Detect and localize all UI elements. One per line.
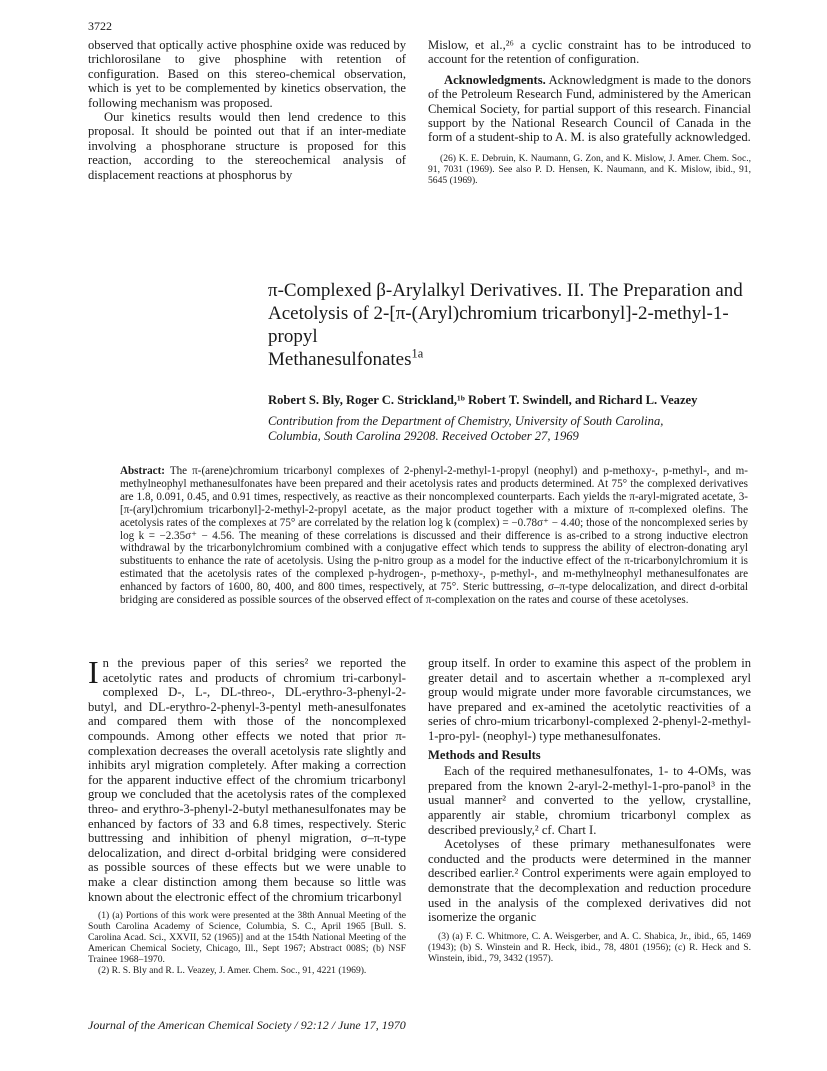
previous-article-paragraph: Our kinetics results would then lend credence to this proposal. It should be pointed out that if an inter-mediate involving a phosphorane structure is proposed for this reaction, according to the stereochemical analysis of displacement reactions at phosphorus by [88, 110, 406, 182]
footnote-1: (1) (a) Portions of this work were presented at the 38th Annual Meeting of the South Carolina Academy of Science, Columbia, S. C., April 1965 [Bull. S. Carolina Acad. Sci., XXVII, 52 (1965)] and at the 154th National Meeting of the American Chemical Society, Chicago, Ill., Sept 1967; Abstract 008S; (b) NSF Trainee 1968–1970. [88, 910, 406, 966]
methods-paragraph: Each of the required methanesulfonates, 1- to 4-OMs, was prepared from the known 2-aryl-2-methyl-1-pro-panol³ in the usual manner² and converted to the yellow, crystalline, apparently air stable, chromium tricarbonyl complex as described previously,² cf. Chart I. [428, 764, 751, 837]
drop-cap: I [88, 654, 99, 690]
previous-article-paragraph: observed that optically active phosphine oxide was reduced by trichlorosilane to give phosphine with retention of configuration. Based on this stereo-chemical observation, which is yet to be complemented by kinetics observation, the following mechanism was proposed. [88, 38, 406, 110]
footnotes-left [88, 910, 406, 976]
footnote-2: (2) R. S. Bly and R. L. Veazey, J. Amer. Chem. Soc., 91, 4221 (1969). [98, 965, 367, 977]
affiliation-line: Columbia, South Carolina 29208. Received October 27, 1969 [268, 429, 579, 443]
previous-article-right-column [428, 38, 751, 186]
title-superscript: 1a [411, 346, 424, 361]
acknowledgments-heading: Acknowledgments. [444, 72, 546, 87]
article-title [268, 279, 768, 371]
intro-text: n the previous paper of this series² we reported the acetolytic rates and products of chromium tri-carbonyl-complexed D-, L-, DL-threo-, DL-erythro-3-phenyl-2-butyl, and DL-erythro-2-phenyl-3-pentyl meth-anesulfonates and compared them with those of the noncomplexed compounds. Among other effects we noted that prior π-complexation decreases the overall acetolysis rate slightly and inhibits aryl migration completely. After making a correction for the apparent inductive effect of the chromium tricarbonyl group we concluded that the acetolysis rates of the complexed threo- and erythro-3-phenyl-2-butyl methanesulfonates may be enhanced by factors of 33 and 6.8 times, respectively. Steric buttressing and inhibition of phenyl migration, σ–π-type delocalization, and direct d-orbital bridging were considered as possible sources of these effects but we were unable to make a clear distinction among them because so little was known about the electronic effect of the chromium tricarbonyl [88, 656, 406, 904]
affiliation-line: Contribution from the Department of Chemistry, University of South Carolina, [268, 414, 664, 428]
acknowledgments [428, 73, 751, 145]
author-list: Robert S. Bly, Roger C. Strickland,¹ᵇ Robert T. Swindell, and Richard L. Veazey [268, 393, 698, 407]
abstract-text: The π-(arene)chromium tricarbonyl complexes of 2-phenyl-2-methyl-1-propyl (neophyl) and p-methoxy-, p-methyl-, and m-methylneophyl methanesulfonates have been prepared and their acetolysis rates and products determined. At 75° the complexed derivatives are 1.8, 0.091, 0.45, and 0.91 times, respectively, as reactive as their noncomplexed counterparts. Each yields the π-aryl-migrated acetate, 3-[π-(aryl)chromium tricarbonyl]-2-methyl-2-propyl acetate, as the major product together with a mixture of π-complexed olefins. The acetolysis rates of the complexes at 75° are correlated by the relation log k (complex) = −0.78σ⁺ − 4.40; those of the noncomplexed series by log k = −2.35σ⁺ − 4.56. The meaning of these correlations is discussed and their difference is as-cribed to a strong inductive electron withdrawal by the tricarbonylchromium combined with a conjugative effect which tends to suppress the ability of electron-donating aryl substituents to enhance the rate of acetolysis. Using the p-nitro group as a model for the inductive effect of the π-tricarbonylchromium it is estimated that the acetolysis rates of the complexed p-hydrogen-, p-methoxy-, p-methyl-, and m-methylneophyl methanesulfonates are enhanced by factors of 1600, 80, 400, and 800 times, respectively, at 75°. Steric buttressing, σ–π-type delocalization, and direct d-orbital bridging are considered as possible sources of the observed effect of π-complexation on the rates and course of these acetolyses. [120, 465, 748, 607]
acknowledgments-text: Acknowledgment is made to the donors of the Petroleum Research Fund, administered by the American Chemical Society, for partial support of this research. Financial support by the National Research Council of Canada in the form of a student-ship to A. M. is also gratefully acknowledged. [428, 72, 751, 145]
title-line: Acetolysis of 2-[π-(Aryl)chromium tricarbonyl]-2-methyl-1-propyl [268, 303, 729, 347]
intro-continuation: group itself. In order to examine this aspect of the problem in greater detail and to ascertain whether a π-complexed aryl group would migrate under more favorable circumstances, we have prepared and ex-amined the acetolytic reactivities of a series of chro-mium tricarbonyl-complexed 2-phenyl-2-methyl-1-pro-pyl- (neophyl-) type methanesulfonates. [428, 656, 751, 743]
affiliation [268, 414, 768, 444]
page-number: 3722 [88, 19, 112, 33]
title-line: Methanesulfonates [268, 349, 412, 370]
journal-footer: Journal of the American Chemical Society / 92:12 / June 17, 1970 [88, 1018, 406, 1032]
body-right-column [428, 656, 751, 964]
footnote-26: (26) K. E. Debruin, K. Naumann, G. Zon, and K. Mislow, J. Amer. Chem. Soc., 91, 7031 (1969). See also P. D. Hensen, K. Naumann, and K. Mislow, ibid., 91, 5645 (1969). [428, 152, 751, 186]
abstract-label: Abstract: [120, 465, 165, 477]
previous-article-left-column [88, 38, 406, 182]
footnote-3: (3) (a) F. C. Whitmore, C. A. Weisgerber, and A. C. Shabica, Jr., ibid., 65, 1469 (1943); (b) S. Winstein and R. Heck, ibid., 78, 4801 (1956); (c) R. Heck and S. Winstein, ibid., 79, 3432 (1957). [428, 930, 751, 964]
title-line: π-Complexed β-Arylalkyl Derivatives. II. The Preparation and [268, 280, 743, 301]
intro-paragraph [88, 656, 406, 904]
section-heading: Methods and Results [428, 747, 541, 762]
abstract [120, 465, 748, 607]
methods-paragraph: Acetolyses of these primary methanesulfonates were conducted and the products were determined in the manner described earlier.² Control experiments were again employed to demonstrate that the decomplexation and reduction procedure used in the analysis of the complexed derivatives did not isomerize the organic [428, 837, 751, 925]
article-header [268, 279, 768, 444]
previous-article-paragraph: Mislow, et al.,²⁶ a cyclic constraint has to be introduced to account for the retention of configuration. [428, 38, 751, 67]
footnotes-right [428, 931, 751, 964]
body-left-column [88, 656, 406, 976]
